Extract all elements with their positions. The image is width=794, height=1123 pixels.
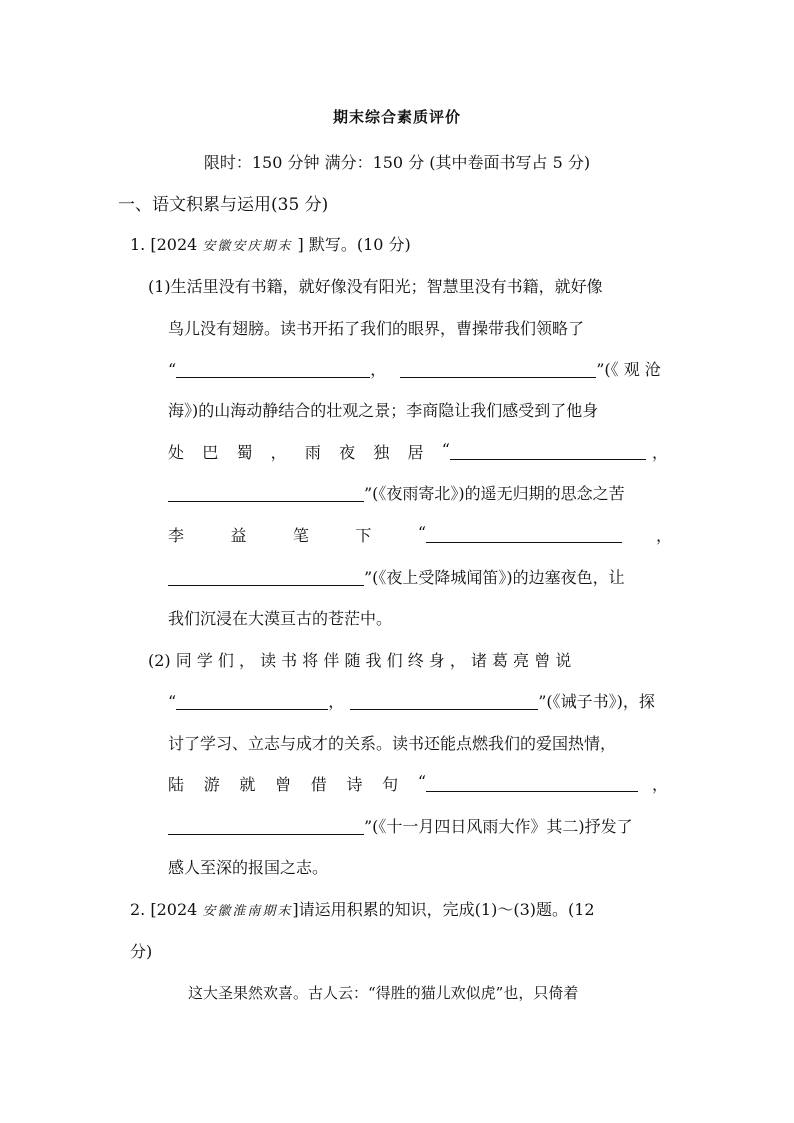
char: “ [417, 772, 426, 791]
q1-p1-line2: 鸟儿没有翅膀。读书开拓了我们的眼界，曹操带我们领略了 [168, 319, 585, 338]
source-cite: ”(《十一月四日风雨大作》其二)抒发了 [364, 817, 633, 836]
q1-p2-line2 [168, 689, 655, 712]
char: 巴 [202, 443, 219, 462]
char: 下 [355, 526, 372, 545]
question-2-heading [130, 897, 595, 920]
answer-blank[interactable] [400, 361, 596, 378]
source-cite: ”(《 观 沧 [596, 360, 661, 379]
char: 独 [373, 443, 390, 462]
spaced-text [168, 440, 450, 463]
char: 句 [382, 775, 399, 794]
char: “ [417, 523, 426, 542]
reading-passage: 这大圣果然欢喜。古人云：“得胜的猫儿欢似虎”也，只倚着 [188, 984, 579, 1002]
char: 曾 [275, 775, 292, 794]
comma: ， [652, 443, 669, 462]
char: 居 [407, 443, 424, 462]
question-number: 1. [2024 [130, 235, 198, 254]
q1-p1-line3 [168, 357, 676, 380]
question-instruction: ] 默写。(10 分) [297, 235, 411, 254]
q1-p1-line8 [168, 565, 625, 588]
comma: ， [328, 692, 345, 711]
answer-blank[interactable] [168, 485, 364, 502]
comma: ， [656, 526, 673, 545]
answer-blank[interactable] [176, 361, 370, 378]
char: 陆 [168, 775, 185, 794]
q1-p2-line3: 讨了学习、立志与成才的关系。读书还能点燃我们的爱国热情， [168, 734, 617, 753]
question-2-points: 分) [130, 942, 153, 961]
answer-blank[interactable] [426, 775, 638, 792]
char: 益 [230, 526, 247, 545]
q1-p2-line6: 感人至深的报国之志。 [168, 858, 329, 877]
q1-p1-line9: 我们沉浸在大漠亘古的苍茫中。 [168, 609, 393, 628]
q1-p1-line5 [168, 440, 676, 463]
question-source: 安徽安庆期末 [202, 239, 293, 254]
char: 夜 [339, 443, 356, 462]
q1-p2-line1: (2) 同 学 们 ， 读 书 将 伴 随 我 们 终 身 ， 诸 葛 亮 曾 说 [148, 651, 572, 670]
open-quote: “ [168, 692, 177, 711]
char: 处 [168, 443, 185, 462]
char: 借 [310, 775, 327, 794]
exam-info: 限时：150 分钟 满分：150 分 (其中卷面书写占 5 分) [203, 153, 591, 172]
source-cite: ”(《夜雨寄北》)的遥无归期的思念之苦 [364, 484, 625, 503]
q1-p2-line4 [168, 772, 676, 795]
spaced-text [168, 523, 426, 546]
char: 雨 [304, 443, 321, 462]
char: 笔 [292, 526, 309, 545]
comma: ， [652, 775, 669, 794]
question-1-heading [130, 232, 411, 255]
section-heading: 一、语文积累与运用(35 分) [118, 195, 329, 215]
char: 游 [203, 775, 220, 794]
spaced-text [168, 772, 426, 795]
char: 诗 [346, 775, 363, 794]
question-number: 2. [2024 [130, 900, 198, 919]
char: “ [441, 440, 450, 459]
q1-p2-line5 [168, 814, 633, 837]
char: 蜀 [236, 443, 253, 462]
question-source: 安徽淮南期末 [202, 904, 293, 919]
answer-blank[interactable] [176, 693, 328, 710]
source-cite: ”(《诫子书》)，探 [538, 692, 655, 711]
char: 就 [239, 775, 256, 794]
q1-p1-line7 [168, 523, 676, 546]
answer-blank[interactable] [168, 818, 364, 835]
answer-blank[interactable] [426, 526, 622, 543]
source-cite: ”(《夜上受降城闻笛》)的边塞夜色，让 [364, 568, 625, 587]
q1-p1-line6 [168, 481, 625, 504]
comma: ， [370, 360, 387, 379]
char: ， [270, 443, 287, 462]
open-quote: “ [168, 360, 177, 379]
answer-blank[interactable] [168, 569, 364, 586]
q1-p1-line4: 海》)的山海动静结合的壮观之景；李商隐让我们感受到了他身 [168, 401, 599, 420]
page-title: 期末综合素质评价 [332, 108, 461, 126]
question-instruction: ]请运用积累的知识，完成(1)～(3)题。(12 [292, 900, 595, 919]
answer-blank[interactable] [450, 443, 646, 460]
q1-p1-line1: (1)生活里没有书籍，就好像没有阳光；智慧里没有书籍，就好像 [148, 277, 603, 296]
char: 李 [168, 526, 185, 545]
answer-blank[interactable] [350, 693, 538, 710]
